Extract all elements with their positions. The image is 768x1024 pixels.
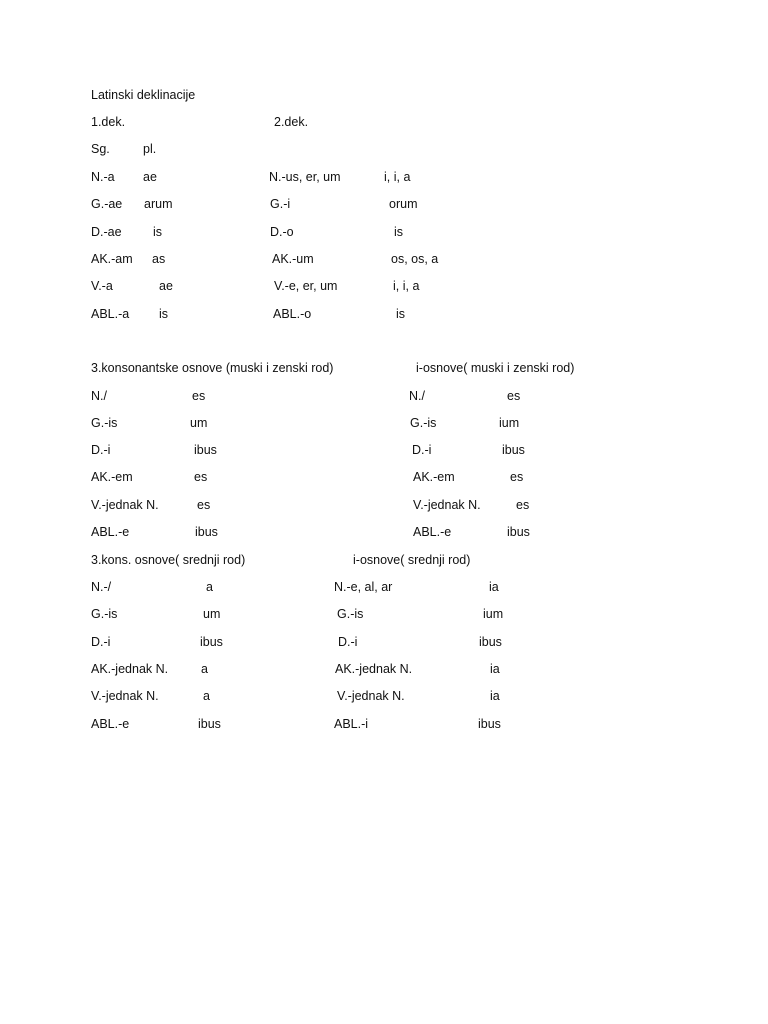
s1-row6-col2: is bbox=[159, 307, 169, 321]
s2-row5-col3: V.-jednak N. bbox=[413, 498, 481, 512]
s2-row6-col1: ABL.-e bbox=[91, 525, 130, 539]
s2-row2-col1: G.-is bbox=[91, 416, 118, 430]
s3-row5-col3: V.-jednak N. bbox=[337, 689, 405, 703]
s3-row4-col3: AK.-jednak N. bbox=[335, 662, 413, 676]
s2-row1-col1: N./ bbox=[91, 389, 107, 403]
s3-row1-col3: N.-e, al, ar bbox=[334, 580, 393, 594]
s1-row4-col2: as bbox=[152, 252, 166, 266]
s1-row6-col4: is bbox=[396, 307, 406, 321]
s2-row1-col2: es bbox=[192, 389, 206, 403]
s1-row3-col3: D.-o bbox=[270, 225, 294, 239]
s1-row1-col2: ae bbox=[143, 170, 157, 184]
s3-row2-col4: ium bbox=[483, 607, 504, 621]
s1-row5-col2: ae bbox=[159, 279, 173, 293]
s1-row1-col1: N.-a bbox=[91, 170, 115, 184]
s1-row3-col1: D.-ae bbox=[91, 225, 122, 239]
s1-row5-col4: i, i, a bbox=[393, 279, 420, 293]
heading-3-kons-srednji: 3.kons. osnove( srednji rod) bbox=[91, 553, 246, 567]
s2-row1-col4: es bbox=[507, 389, 521, 403]
s3-row6-col2: ibus bbox=[198, 717, 221, 731]
s3-row5-col2: a bbox=[203, 689, 210, 703]
s2-row6-col4: ibus bbox=[507, 525, 530, 539]
label-sg: Sg. bbox=[91, 142, 110, 156]
s2-row3-col2: ibus bbox=[194, 443, 217, 457]
s1-row4-col3: AK.-um bbox=[272, 252, 314, 266]
s2-row5-col4: es bbox=[516, 498, 530, 512]
s3-row6-col3: ABL.-i bbox=[334, 717, 369, 731]
s1-row6-col3: ABL.-o bbox=[273, 307, 312, 321]
s1-row4-col1: AK.-am bbox=[91, 252, 133, 266]
s1-row1-col4: i, i, a bbox=[384, 170, 411, 184]
heading-i-osnove-srednji: i-osnove( srednji rod) bbox=[353, 553, 471, 567]
s3-row2-col3: G.-is bbox=[337, 607, 364, 621]
s3-row1-col4: ia bbox=[489, 580, 499, 594]
page-title: Latinski deklinacije bbox=[91, 88, 196, 102]
heading-3-konsonantske: 3.konsonantske osnove (muski i zenski rod) bbox=[91, 361, 334, 375]
s2-row4-col2: es bbox=[194, 470, 208, 484]
s1-row2-col1: G.-ae bbox=[91, 197, 123, 211]
s1-row5-col3: V.-e, er, um bbox=[274, 279, 338, 293]
s3-row3-col4: ibus bbox=[479, 635, 502, 649]
s2-row6-col3: ABL.-e bbox=[413, 525, 452, 539]
s3-row3-col2: ibus bbox=[200, 635, 223, 649]
s2-row5-col1: V.-jednak N. bbox=[91, 498, 159, 512]
s2-row3-col1: D.-i bbox=[91, 443, 111, 457]
s1-row4-col4: os, os, a bbox=[391, 252, 439, 266]
s1-row2-col2: arum bbox=[144, 197, 173, 211]
s2-row3-col4: ibus bbox=[502, 443, 525, 457]
s1-row1-col3: N.-us, er, um bbox=[269, 170, 341, 184]
s2-row4-col3: AK.-em bbox=[413, 470, 455, 484]
s3-row4-col4: ia bbox=[490, 662, 500, 676]
s1-row3-col4: is bbox=[394, 225, 404, 239]
s2-row4-col1: AK.-em bbox=[91, 470, 133, 484]
label-pl: pl. bbox=[143, 142, 157, 156]
s3-row6-col4: ibus bbox=[478, 717, 501, 731]
s2-row2-col4: ium bbox=[499, 416, 520, 430]
s2-row2-col2: um bbox=[190, 416, 208, 430]
s3-row5-col4: ia bbox=[490, 689, 500, 703]
s3-row2-col2: um bbox=[203, 607, 221, 621]
s1-row2-col3: G.-i bbox=[270, 197, 291, 211]
s3-row4-col2: a bbox=[201, 662, 208, 676]
s1-row3-col2: is bbox=[153, 225, 163, 239]
s1-row6-col1: ABL.-a bbox=[91, 307, 130, 321]
s2-row5-col2: es bbox=[197, 498, 211, 512]
s2-row4-col4: es bbox=[510, 470, 524, 484]
s3-row4-col1: AK.-jednak N. bbox=[91, 662, 169, 676]
s1-row5-col1: V.-a bbox=[91, 279, 113, 293]
s2-row3-col3: D.-i bbox=[412, 443, 432, 457]
heading-i-osnove: i-osnove( muski i zenski rod) bbox=[416, 361, 575, 375]
s2-row1-col3: N./ bbox=[409, 389, 425, 403]
s3-row1-col2: a bbox=[206, 580, 213, 594]
s1-row2-col4: orum bbox=[389, 197, 418, 211]
s3-row5-col1: V.-jednak N. bbox=[91, 689, 159, 703]
s3-row2-col1: G.-is bbox=[91, 607, 118, 621]
s3-row1-col1: N.-/ bbox=[91, 580, 112, 594]
s2-row2-col3: G.-is bbox=[410, 416, 437, 430]
s3-row3-col1: D.-i bbox=[91, 635, 111, 649]
s3-row6-col1: ABL.-e bbox=[91, 717, 130, 731]
s2-row6-col2: ibus bbox=[195, 525, 218, 539]
heading-1-dek: 1.dek. bbox=[91, 115, 126, 129]
heading-2-dek: 2.dek. bbox=[274, 115, 309, 129]
s3-row3-col3: D.-i bbox=[338, 635, 358, 649]
